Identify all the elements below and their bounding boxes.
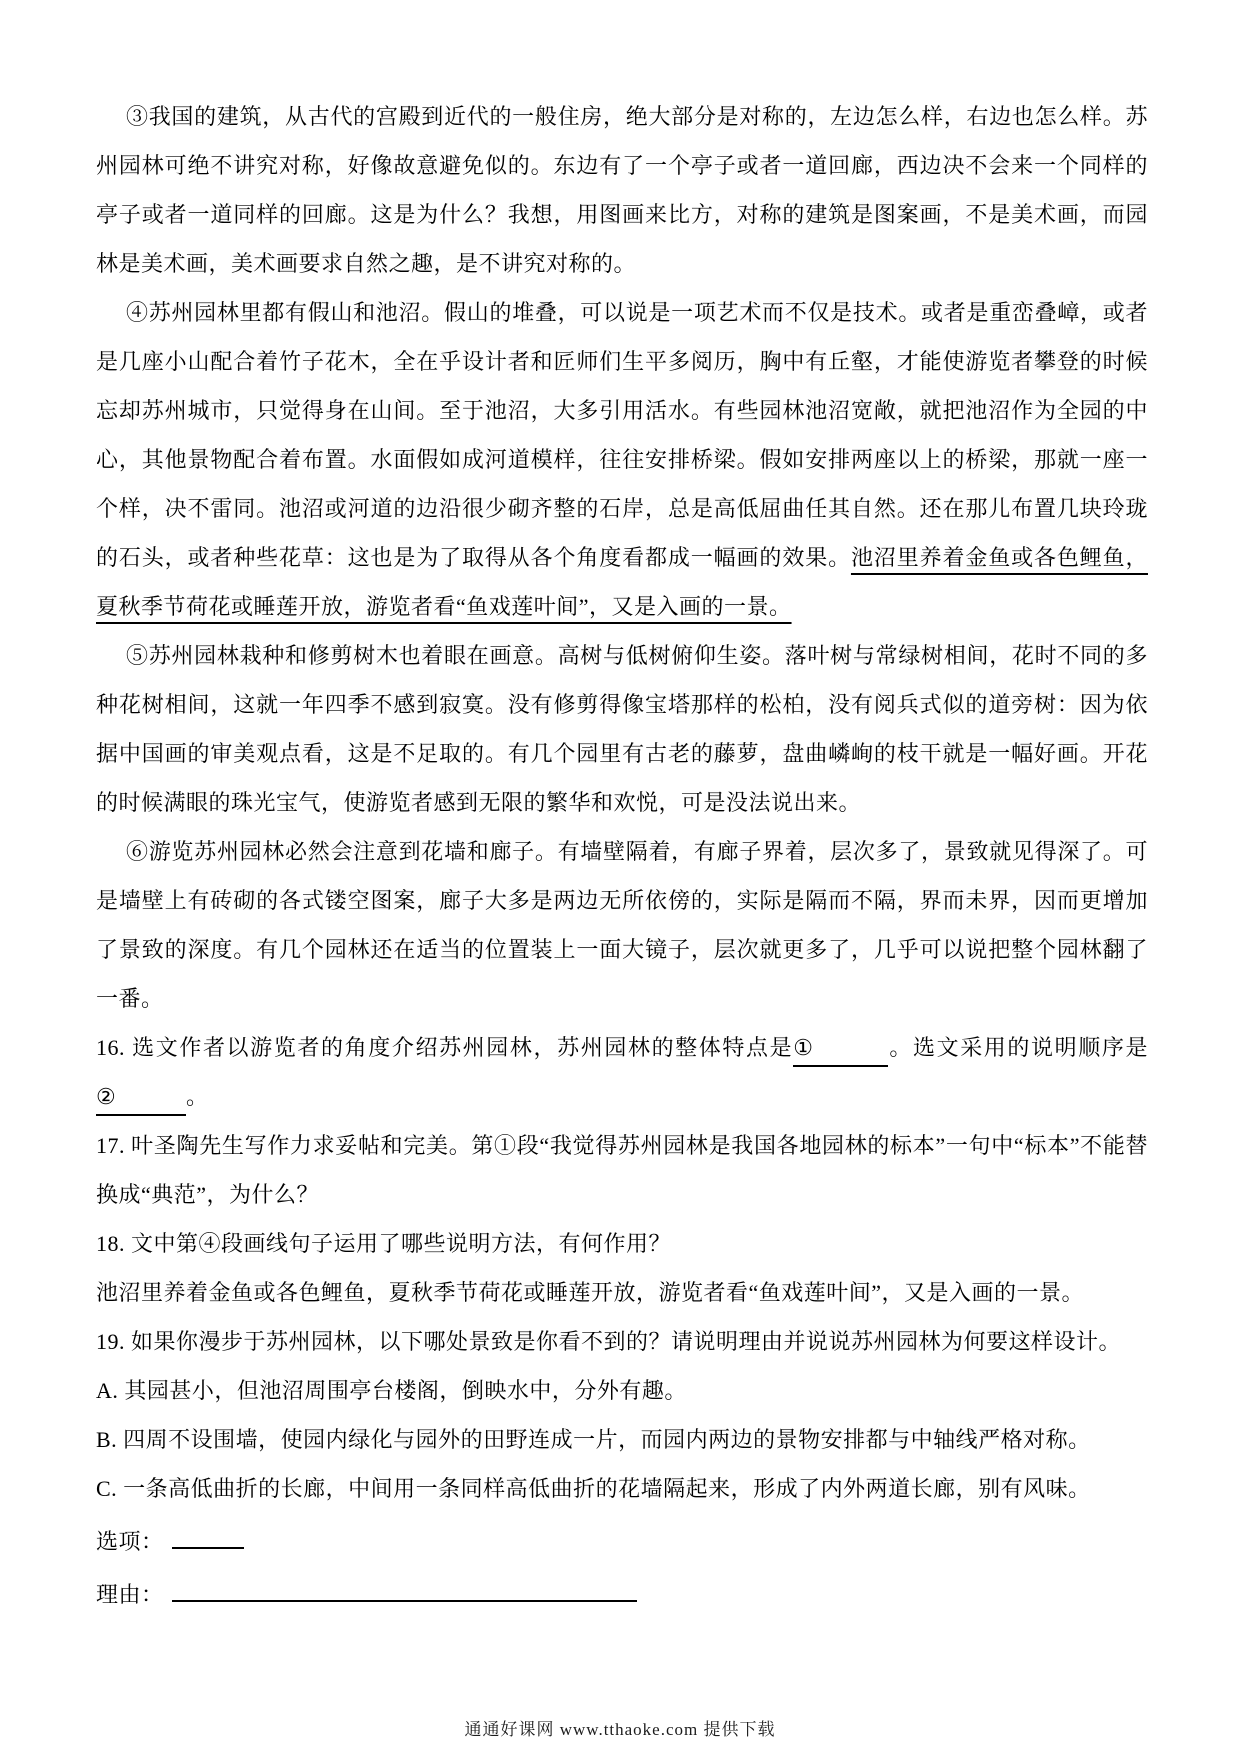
choice-blank — [172, 1513, 244, 1549]
paragraph-4 — [96, 288, 1148, 631]
option-c-text: C. 一条高低曲折的长廊，中间用一条同样高低曲折的花墙隔起来，形成了内外两道长廊，别有风味。 — [96, 1476, 1091, 1501]
q16-blank-2 — [96, 1080, 186, 1116]
question-16 — [96, 1023, 1148, 1121]
paragraph-5 — [96, 631, 1148, 827]
paragraph-5-text: ⑤苏州园林栽种和修剪树木也着眼在画意。高树与低树俯仰生姿。落叶树与常绿树相间，花时不同的多种花树相间，这就一年四季不感到寂寞。没有修剪得像宝塔那样的松柏，没有阅兵式似的道旁树：因为依据中国画的审美观点看，这是不足取的。有几个园里有古老的藤萝，盘曲嶙峋的枝干就是一幅好画。开花的时候满眼的珠光宝气，使游览者感到无限的繁华和欢悦，可是没法说出来。 — [96, 643, 1148, 815]
option-c — [96, 1464, 1148, 1513]
option-a — [96, 1366, 1148, 1415]
option-b — [96, 1415, 1148, 1464]
question-16-text-2: 。选文采用的说明顺序是 — [888, 1035, 1148, 1060]
question-17-text: 17. 叶圣陶先生写作力求妥帖和完美。第①段“我觉得苏州园林是我国各地园林的标本”一句中“标本”不能替换成“典范”，为什么？ — [96, 1133, 1148, 1207]
circled-2-marker: ② — [96, 1084, 117, 1109]
page-footer — [0, 1715, 1240, 1740]
q16-blank-1 — [793, 1031, 888, 1067]
question-18-quote-text: 池沼里养着金鱼或各色鲤鱼，夏秋季节荷花或睡莲开放，游览者看“鱼戏莲叶间”，又是入画的一景。 — [96, 1280, 1085, 1305]
question-16-text-1: 16. 选文作者以游览者的角度介绍苏州园林，苏州园林的整体特点是 — [96, 1035, 794, 1060]
footer-text: 通通好课网 www.tthaoke.com 提供下载 — [464, 1720, 776, 1739]
question-18 — [96, 1219, 1148, 1268]
question-18-text: 18. 文中第④段画线句子运用了哪些说明方法，有何作用？ — [96, 1231, 672, 1256]
circled-1-marker: ① — [793, 1035, 814, 1060]
option-b-text: B. 四周不设围墙，使园内绿化与园外的田野连成一片，而园内两边的景物安排都与中轴线严格对称。 — [96, 1427, 1091, 1452]
option-a-text: A. 其园甚小，但池沼周围亭台楼阁，倒映水中，分外有趣。 — [96, 1378, 687, 1403]
paragraph-4-text: ④苏州园林里都有假山和池沼。假山的堆叠，可以说是一项艺术而不仅是技术。或者是重峦叠嶂，或者是几座小山配合着竹子花木，全在乎设计者和匠师们生平多阅历，胸中有丘壑，才能使游览者攀登的时候忘却苏州城市，只觉得身在山间。至于池沼，大多引用活水。有些园林池沼宽敞，就把池沼作为全园的中心，其他景物配合着布置。水面假如成河道模样，往往安排桥梁。假如安排两座以上的桥梁，那就一座一个样，决不雷同。池沼或河道的边沿很少砌齐整的石岸，总是高低屈曲任其自然。还在那儿布置几块玲珑的石头，或者种些花草：这也是为了取得从各个角度看都成一幅画的效果。 — [96, 300, 1148, 570]
reason-label: 理由： — [96, 1582, 164, 1607]
question-16-text-3: 。 — [186, 1084, 209, 1109]
paragraph-6 — [96, 827, 1148, 1023]
question-18-quote — [96, 1268, 1148, 1317]
question-19 — [96, 1317, 1148, 1366]
reason-blank — [172, 1566, 637, 1602]
paragraph-3 — [96, 92, 1148, 288]
question-19-text: 19. 如果你漫步于苏州园林，以下哪处景致是你看不到的？请说明理由并说说苏州园林为何要这样设计。 — [96, 1329, 1122, 1354]
article-body — [96, 92, 1148, 1619]
question-17 — [96, 1121, 1148, 1219]
reason-row — [96, 1566, 1148, 1619]
choice-label: 选项： — [96, 1529, 164, 1554]
underlined-sentence: 池沼里养着金鱼或各色鲤鱼，夏秋季节荷花或睡莲开放，游览者看“鱼戏莲叶间”，又是入画的一景。 — [96, 545, 1148, 619]
paragraph-3-text: ③我国的建筑，从古代的宫殿到近代的一般住房，绝大部分是对称的，左边怎么样，右边也怎么样。苏州园林可绝不讲究对称，好像故意避免似的。东边有了一个亭子或者一道回廊，西边决不会来一个同样的亭子或者一道同样的回廊。这是为什么？我想，用图画来比方，对称的建筑是图案画，不是美术画，而园林是美术画，美术画要求自然之趣，是不讲究对称的。 — [96, 104, 1148, 276]
choice-row — [96, 1513, 1148, 1566]
paragraph-6-text: ⑥游览苏州园林必然会注意到花墙和廊子。有墙壁隔着，有廊子界着，层次多了，景致就见得深了。可是墙壁上有砖砌的各式镂空图案，廊子大多是两边无所依傍的，实际是隔而不隔，界而未界，因而更增加了景致的深度。有几个园林还在适当的位置装上一面大镜子，层次就更多了，几乎可以说把整个园林翻了一番。 — [96, 839, 1148, 1011]
